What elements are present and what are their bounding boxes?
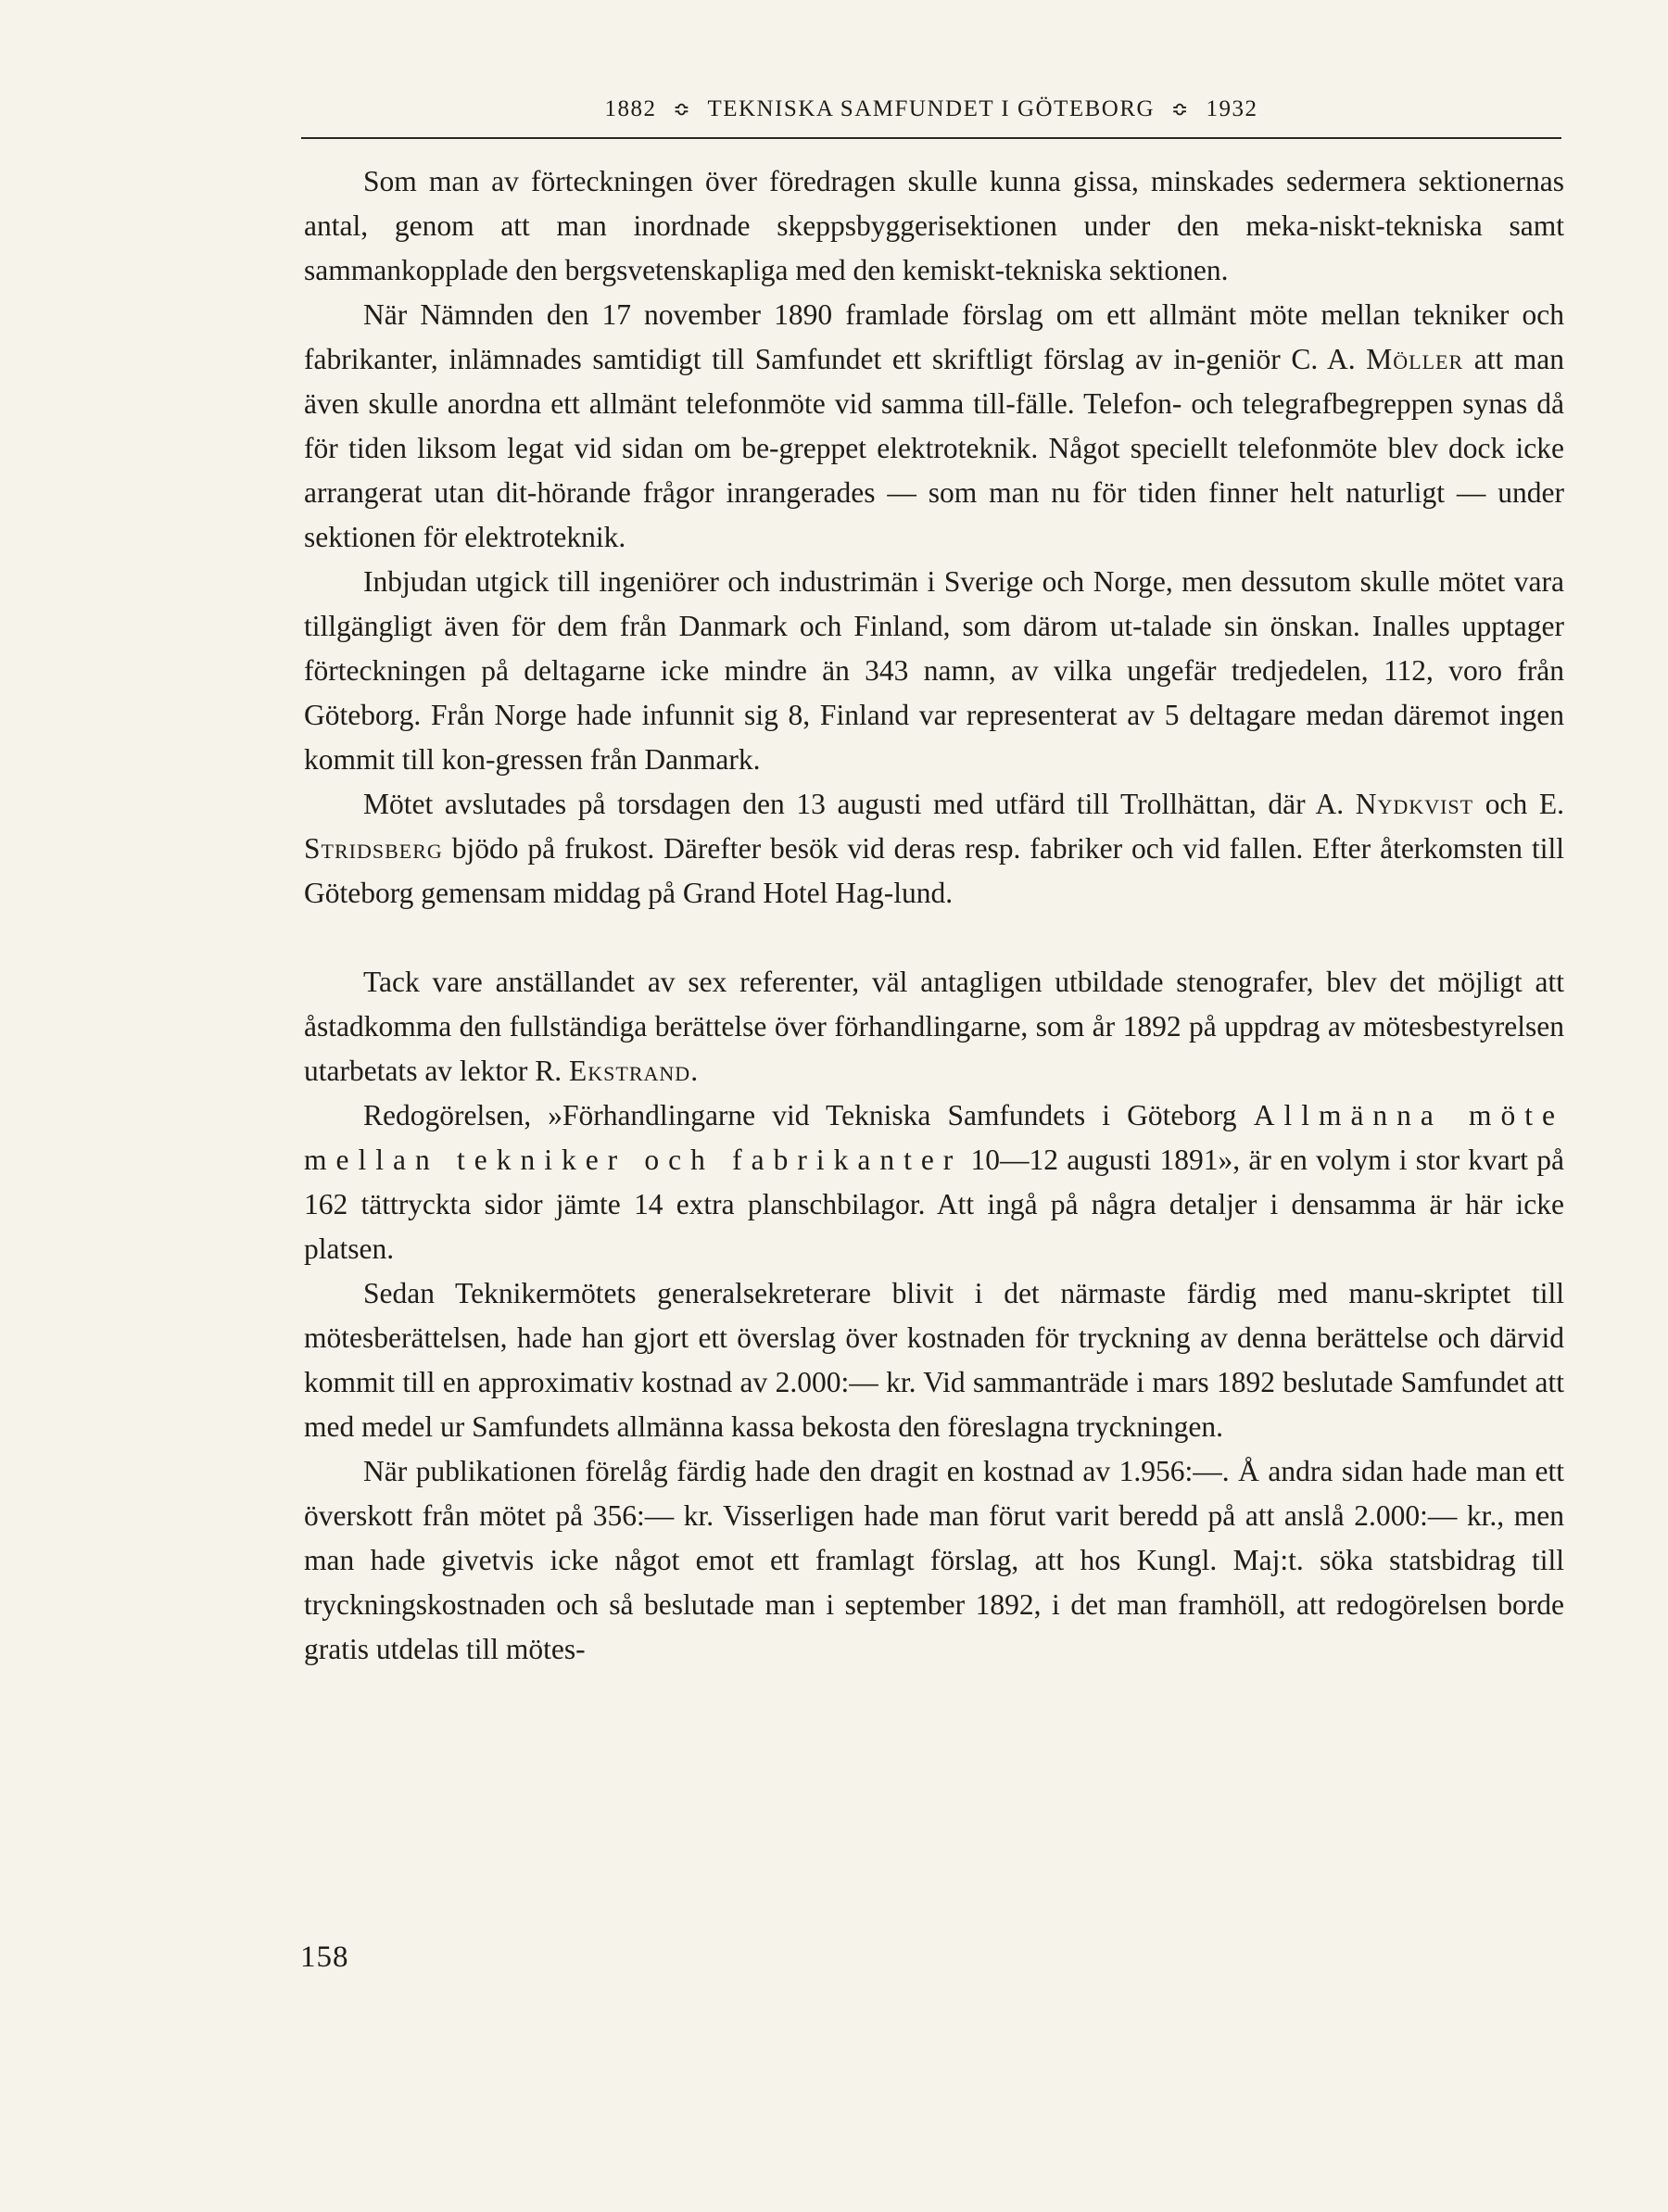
person-name-moller: Möller — [1366, 343, 1464, 375]
publication-title-spaced: Allmänna möte mellan tekniker och fabrikanter — [304, 1099, 1565, 1176]
person-name-ekstrand: Ekstrand — [569, 1055, 691, 1087]
paragraph-6 — [304, 1093, 1564, 1271]
paragraph-5-part-a: Tack vare anställandet av sex referenter, väl antagligen utbildade stenografer, blev det möjligt att åstadkomma den fullständiga berättelse över förhandlingarne, som år 1892 på uppdrag av mötesbestyrelsen utarbetats av lektor R. — [304, 966, 1564, 1087]
running-header-text — [301, 96, 1561, 122]
header-ornament-left: ≎ — [673, 97, 692, 120]
paragraph-2-part-b: att man även skulle anordna ett allmänt telefonmöte vid samma till-fälle. Telefon- och telegrafbegreppen synas då för tiden liksom legat vid sidan om be-greppet elektroteknik. Något speciellt telefonmöte blev dock icke arrangerat utan dit-hörande frågor inrangerades — som man nu för tiden finner helt naturligt — under sektionen för elektroteknik. — [304, 343, 1565, 553]
header-title: TEKNISKA SAMFUNDET I GÖTEBORG — [707, 96, 1156, 121]
body-text — [304, 159, 1564, 1672]
paragraph-2 — [304, 293, 1564, 560]
paragraph-5 — [304, 960, 1564, 1093]
header-ornament-right: ≎ — [1170, 97, 1190, 120]
person-name-nydkvist: Nydkvist — [1355, 788, 1474, 820]
paragraph-1: Som man av förteckningen över föredragen skulle kunna gissa, minskades sedermera sektionernas antal, genom att man inordnade skeppsbyggerisektionen under den meka-niskt-tekniska samt sammankopplade den bergsvetenskapliga med den kemiskt-tekniska sektionen. — [304, 165, 1564, 286]
paragraph-4-part-a: Mötet avslutades på torsdagen den 13 augusti med utfärd till Trollhättan, där A. — [363, 788, 1356, 820]
paragraph-3: Inbjudan utgick till ingeniörer och industrimän i Sverige och Norge, men dessutom skulle mötet vara tillgängligt även för dem från Danmark och Finland, som därom ut-talade sin önskan. Inalles upptager förteckningen på deltagarne icke mindre än 343 namn, av vilka ungefär tredjedelen, 112, voro från Göteborg. Från Norge hade infunnit sig 8, Finland var representerat av 5 deltagare medan däremot ingen kommit till kon-gressen från Danmark. — [304, 565, 1564, 776]
section-gap — [304, 916, 1564, 960]
header-year-end: 1932 — [1206, 96, 1258, 121]
header-year-start: 1882 — [604, 96, 657, 121]
paragraph-4-part-c: bjödo på frukost. Därefter besök vid deras resp. fabriker och vid fallen. Efter återkomsten till Göteborg gemensam middag på Grand Hotel Hag-lund. — [304, 832, 1564, 909]
page-number: 158 — [300, 1940, 349, 1974]
paragraph-6-part-b: 10—12 augusti 1891», är en volym i stor kvart på 162 tättryckta sidor jämte 14 extra planschbilagor. Att ingå på några detaljer i densamma är här icke platsen. — [304, 1144, 1564, 1265]
paragraph-4-part-b: och E. — [1473, 788, 1564, 820]
paragraph-2-part-a: När Nämnden den 17 november 1890 framlade förslag om ett allmänt möte mellan tekniker och fabrikanter, inlämnades samtidigt till Samfundet ett skriftligt förslag av in-geniör C. A. — [304, 298, 1564, 375]
running-header — [301, 91, 1561, 139]
paragraph-6-part-a: Redogörelsen, »Förhandlingarne vid Tekniska Samfundets i Göteborg — [363, 1099, 1254, 1131]
paragraph-5-part-b: . — [690, 1055, 699, 1087]
person-name-stridsberg: Stridsberg — [304, 832, 443, 865]
paragraph-8: När publikationen förelåg färdig hade den dragit en kostnad av 1.956:—. Å andra sidan hade man ett överskott från mötet på 356:— kr. Visserligen hade man förut varit beredd på att anslå 2.000:— kr., men man hade givetvis icke något emot ett framlagt förslag, att hos Kungl. Maj:t. söka statsbidrag till tryckningskostnaden och så beslutade man i september 1892, i det man framhöll, att redogörelsen borde gratis utdelas till mötes- — [304, 1455, 1564, 1665]
paragraph-7: Sedan Teknikermötets generalsekreterare blivit i det närmaste färdig med manu-skriptet till mötesberättelsen, hade han gjort ett överslag över kostnaden för tryckning av denna berättelse och därvid kommit till en approximativ kostnad av 2.000:— kr. Vid sammanträde i mars 1892 beslutade Samfundet att med medel ur Samfundets allmänna kassa bekosta den föreslagna tryckningen. — [304, 1277, 1564, 1443]
paragraph-4 — [304, 782, 1564, 916]
